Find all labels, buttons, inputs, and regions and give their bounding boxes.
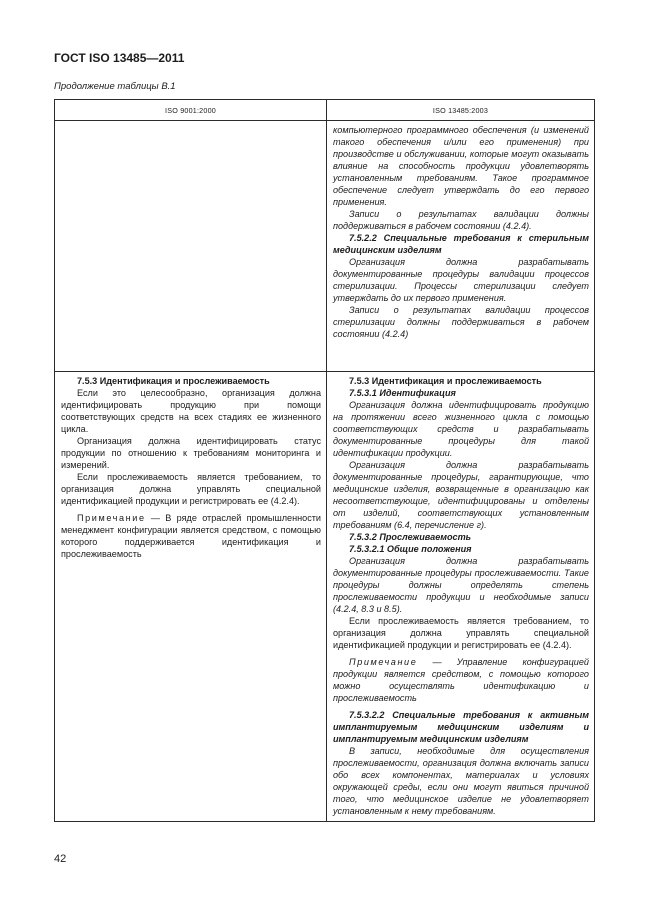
left-paragraph: Организация должна идентифицировать статус продукции по отношению к требованиям мониторинга и измерений. (61, 436, 321, 470)
row1-subheading: 7.5.2.2 Специальные требования к стерильным медицинским изделиям (333, 233, 589, 255)
left-paragraph: Если это целесообразно, организация должна идентифицировать продукцию при помощи соответствующих средств на всех стадиях ее жизненного цикла. (61, 388, 321, 434)
right-paragraph: Организация должна разрабатывать документированные процедуры, гарантирующие, что медицинские изделия, возвращенные в организацию как несоответствующие, идентифицированы и отделены от изделий, соответствующих установленным требованиям (6.4, перечисление г). (333, 460, 589, 530)
table-caption: Продолжение таблицы В.1 (54, 81, 176, 92)
left-paragraph: Если прослеживаемость является требованием, то организация должна управлять специальной идентификацией продукции и регистрировать ее (4.2.4). (61, 472, 321, 506)
right-paragraph: Если прослеживаемость является требованием, то организация должна управлять специальной идентификацией продукции и регистрировать ее (4.2.4). (333, 616, 589, 650)
left-heading: 7.5.3 Идентификация и прослеживаемость (77, 376, 270, 386)
page-number: 42 (54, 853, 67, 865)
left-note (61, 512, 321, 560)
right-subheading: 7.5.3.2.2 Специальные требования к активным имплантируемым медицинским изделиям и имплантируемым медицинским изделиям (333, 710, 589, 744)
right-paragraph: Организация должна разрабатывать документированные процедуры прослеживаемости. Такие процедуры должны определять степень прослеживаемости продукции и необходимые записи (4.2.4, 8.3 и 8.5). (333, 556, 589, 614)
left-note-text: — В ряде отраслей промышленности менеджмент конфигурации является средством, с помощью которого поддерживается идентификация и прослеживаемость (61, 513, 321, 559)
row1-paragraph: Записи о результатах валидации должны поддерживаться в рабочем состоянии (4.2.4). (333, 209, 589, 231)
row1-paragraph: Организация должна разрабатывать документированные процедуры валидации процессов стерилизации. Процессы стерилизации следует утверждать до их первого применения. (333, 257, 589, 303)
table-row (55, 372, 595, 822)
row1-right-cell (327, 121, 595, 372)
right-subheading: 7.5.3.2 Прослеживаемость (349, 532, 472, 542)
table-row (55, 121, 595, 372)
right-note (333, 656, 589, 704)
row2-left-cell (55, 372, 327, 822)
right-note-label: Примечание (349, 657, 418, 667)
column-header-iso13485: ISO 13485:2003 (327, 100, 595, 121)
row1-paragraph: компьютерного программного обеспечения (и изменений такого обеспечения и/или его применения) при производстве и обслуживании, которые могут оказывать влияние на способность продукции удовлетворять установленным требованиям. Такое программное обеспечение следует утверждать до его первого применения. (333, 125, 589, 207)
right-paragraph: Организация должна идентифицировать продукцию на протяжении всего жизненного цикла с помощью соответствующих средств и разрабатывать документированные процедуры для такой идентификации продукции. (333, 400, 589, 458)
right-heading: 7.5.3 Идентификация и прослеживаемость (349, 376, 542, 386)
document-header: ГОСТ ISO 13485—2011 (54, 51, 185, 65)
right-paragraph: В записи, необходимые для осуществления прослеживаемости, организация должна включать записи обо всех компонентах, материалах и условиях окружающей среды, если они могут явиться причиной того, что медицинское изделие не удовлетворяет установленным к нему требованиям. (333, 746, 589, 816)
right-subheading: 7.5.3.1 Идентификация (349, 388, 456, 398)
row1-left-cell (55, 121, 327, 372)
right-note-text: — Управление конфигурацией продукции является средством, с помощью которого можно осуществлять идентификацию и прослеживаемость (333, 657, 589, 703)
comparison-table (54, 99, 595, 822)
row2-right-cell (327, 372, 595, 822)
column-header-iso9001: ISO 9001:2000 (55, 100, 327, 121)
row1-paragraph: Записи о результатах валидации процессов стерилизации должны поддерживаться в рабочем состоянии (4.2.4) (333, 305, 589, 339)
right-subheading: 7.5.3.2.1 Общие положения (349, 544, 472, 554)
left-note-label: Примечание (77, 513, 146, 523)
table-header-row (55, 100, 595, 121)
